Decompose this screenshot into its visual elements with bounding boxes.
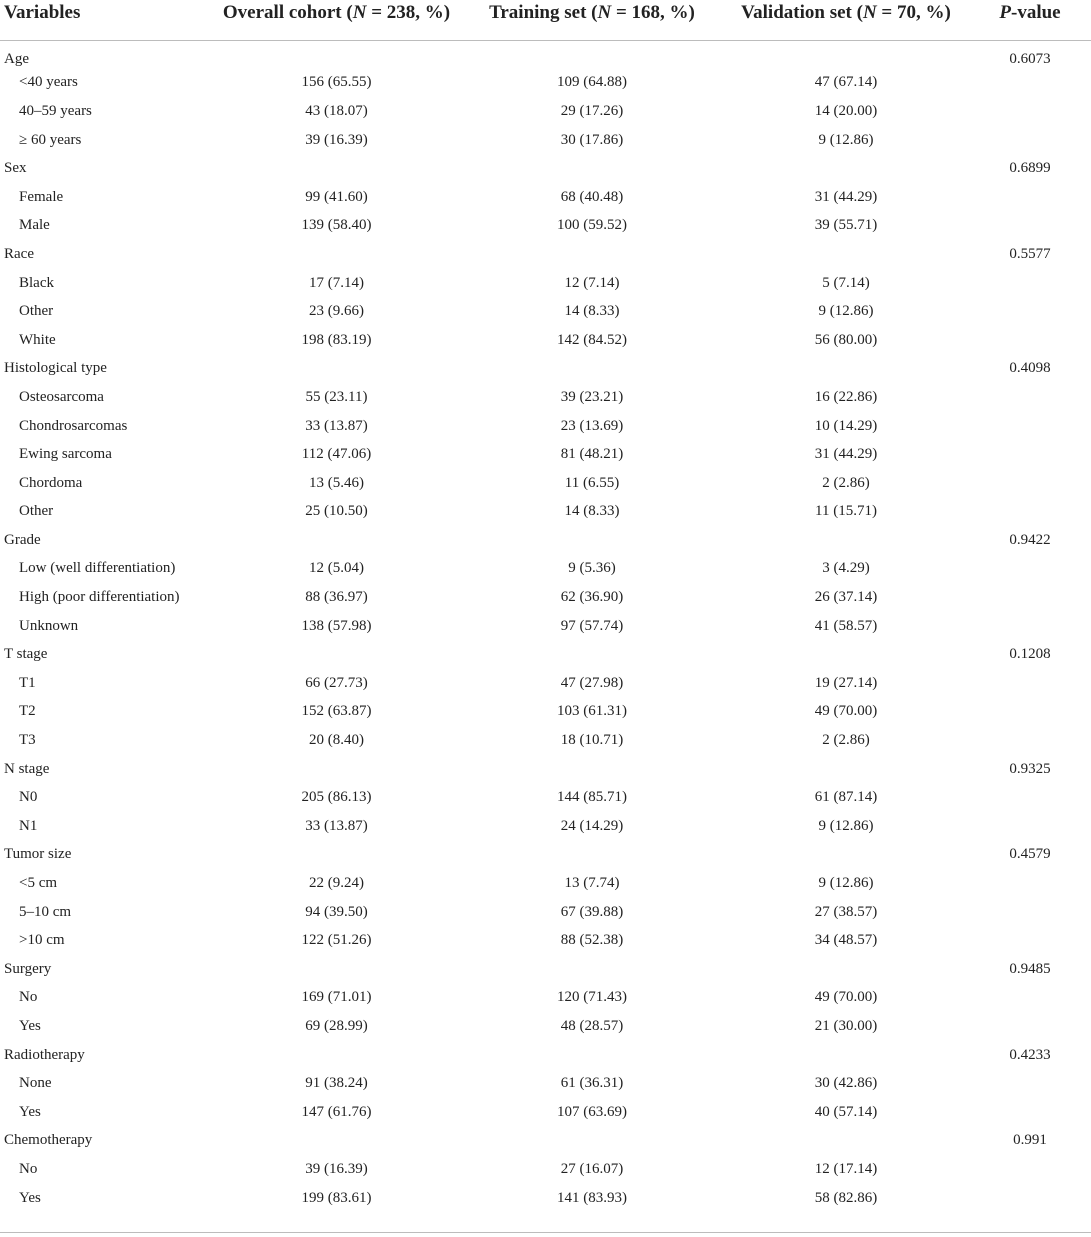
cell-validation: 9 (12.86) [818, 875, 874, 892]
table-row-variable [0, 1041, 1091, 1070]
cell-training: 47 (27.98) [560, 674, 624, 691]
cell-validation: 61 (87.14) [814, 789, 878, 806]
cell-p-value: 0.9485 [1009, 960, 1051, 977]
table-row-subcategory [0, 1155, 1091, 1184]
cell-p-value: 0.9422 [1009, 531, 1051, 548]
cell-p-value [969, 1155, 1091, 1184]
cell-p-value: 0.4579 [1009, 846, 1051, 863]
cell-p-value: 0.991 [1013, 1132, 1047, 1149]
row-label: T stage [4, 646, 48, 663]
header-training-post: = 168, %) [611, 2, 695, 23]
header-p-rest: -value [1011, 2, 1061, 23]
row-label: Low (well differentiation) [19, 560, 176, 577]
cell-overall: 122 (51.26) [301, 932, 372, 949]
cell-validation [723, 355, 969, 384]
header-training-pre: Training set ( [489, 2, 598, 23]
cell-validation [723, 841, 969, 870]
row-label: T3 [19, 732, 36, 749]
row-label: Radiotherapy [4, 1046, 85, 1063]
cell-training [461, 755, 723, 784]
table-row-subcategory [0, 869, 1091, 898]
row-label: Yes [19, 1017, 41, 1034]
cell-training: 23 (13.69) [560, 417, 624, 434]
cell-p-value [969, 726, 1091, 755]
cell-overall: 152 (63.87) [301, 703, 372, 720]
table-row-subcategory [0, 383, 1091, 412]
cell-overall [212, 755, 461, 784]
cell-overall [212, 355, 461, 384]
cell-p-value [969, 1184, 1091, 1213]
cell-training: 144 (85.71) [557, 789, 627, 806]
table-row-subcategory [0, 726, 1091, 755]
cell-training [461, 154, 723, 183]
cell-validation: 27 (38.57) [814, 903, 878, 920]
cell-p-value [969, 383, 1091, 412]
table-row-subcategory [0, 1098, 1091, 1127]
table-row-subcategory [0, 812, 1091, 841]
cell-overall: 91 (38.24) [305, 1075, 368, 1092]
row-label: >10 cm [19, 932, 65, 949]
row-label: Chemotherapy [4, 1132, 93, 1149]
cell-training: 61 (36.31) [560, 1075, 624, 1092]
cell-training: 68 (40.48) [560, 188, 624, 205]
row-label: 5–10 cm [19, 903, 72, 920]
table-row-subcategory [0, 669, 1091, 698]
cell-validation: 9 (12.86) [818, 303, 874, 320]
cell-training: 12 (7.14) [564, 274, 620, 291]
cell-p-value [969, 297, 1091, 326]
cell-validation: 26 (37.14) [814, 589, 878, 606]
row-label: <5 cm [19, 875, 58, 892]
table-row-subcategory [0, 183, 1091, 212]
cell-validation: 47 (67.14) [814, 74, 878, 91]
row-label: Tumor size [4, 846, 72, 863]
cell-overall [212, 955, 461, 984]
row-label: <40 years [19, 74, 78, 91]
table-row-subcategory [0, 69, 1091, 98]
cell-p-value: 0.9325 [1009, 760, 1051, 777]
cell-overall: 23 (9.66) [309, 303, 364, 320]
row-label: ≥ 60 years [19, 131, 82, 148]
cell-overall: 39 (16.39) [305, 1160, 368, 1177]
cell-training: 141 (83.93) [557, 1189, 627, 1206]
header-training-n: N [597, 2, 612, 23]
cell-validation [723, 154, 969, 183]
cell-training: 120 (71.43) [557, 989, 627, 1006]
row-label: Other [19, 303, 54, 320]
row-label: Ewing sarcoma [19, 446, 112, 463]
row-label: T1 [19, 674, 36, 691]
cell-validation [723, 526, 969, 555]
cell-p-value [969, 469, 1091, 498]
cell-validation: 39 (55.71) [814, 217, 878, 234]
cell-p-value [969, 612, 1091, 641]
header-variables [0, 0, 212, 40]
cell-p-value [969, 326, 1091, 355]
table-bottom-rule [0, 1232, 1091, 1233]
cell-overall: 39 (16.39) [305, 131, 368, 148]
cell-overall: 205 (86.13) [301, 789, 372, 806]
cell-overall [212, 40, 461, 69]
cell-validation: 3 (4.29) [822, 560, 870, 577]
cell-overall: 138 (57.98) [301, 617, 372, 634]
table-row-subcategory [0, 97, 1091, 126]
cell-overall: 99 (41.60) [305, 188, 368, 205]
table-row-subcategory [0, 212, 1091, 241]
cell-p-value [969, 212, 1091, 241]
cell-validation [723, 1041, 969, 1070]
cell-overall [212, 240, 461, 269]
table-row-variable [0, 240, 1091, 269]
cell-training: 11 (6.55) [564, 474, 620, 491]
cell-validation: 2 (2.86) [822, 474, 870, 491]
cell-overall: 147 (61.76) [301, 1103, 372, 1120]
cell-training [461, 1127, 723, 1156]
cell-validation: 41 (58.57) [814, 617, 878, 634]
cell-p-value [969, 1012, 1091, 1041]
cell-p-value [969, 126, 1091, 155]
row-label: Chondrosarcomas [19, 417, 128, 434]
cell-overall: 88 (36.97) [305, 589, 368, 606]
cell-overall: 33 (13.87) [305, 817, 368, 834]
cell-validation: 5 (7.14) [822, 274, 870, 291]
cell-overall: 199 (83.61) [301, 1189, 372, 1206]
table-row-subcategory [0, 126, 1091, 155]
row-label: N0 [19, 789, 38, 806]
cell-training: 100 (59.52) [557, 217, 627, 234]
cell-training: 14 (8.33) [564, 503, 620, 520]
table-row-subcategory [0, 898, 1091, 927]
table-row-subcategory [0, 1184, 1091, 1213]
cell-p-value [969, 498, 1091, 527]
cell-training: 27 (16.07) [560, 1160, 624, 1177]
cell-training: 67 (39.88) [560, 903, 624, 920]
cell-training: 48 (28.57) [560, 1017, 624, 1034]
cell-training: 109 (64.88) [557, 74, 627, 91]
row-label: Yes [19, 1103, 41, 1120]
header-overall-cohort [212, 0, 461, 40]
cell-training: 97 (57.74) [560, 617, 624, 634]
row-label: Osteosarcoma [19, 388, 104, 405]
cell-overall [212, 1127, 461, 1156]
cell-training [461, 40, 723, 69]
cell-training [461, 526, 723, 555]
header-overall-n: N [352, 2, 367, 23]
cell-p-value [969, 69, 1091, 98]
cell-training: 81 (48.21) [560, 446, 624, 463]
cell-p-value [969, 669, 1091, 698]
cell-training [461, 1041, 723, 1070]
cell-validation: 49 (70.00) [814, 989, 878, 1006]
table-row-variable [0, 640, 1091, 669]
cell-overall [212, 154, 461, 183]
table-row-subcategory [0, 984, 1091, 1013]
cell-p-value [969, 812, 1091, 841]
cell-validation: 10 (14.29) [814, 417, 878, 434]
row-label: None [19, 1075, 52, 1092]
table-row-subcategory [0, 783, 1091, 812]
cell-p-value [969, 1069, 1091, 1098]
cell-validation: 14 (20.00) [814, 102, 878, 119]
cell-validation [723, 40, 969, 69]
cell-validation: 31 (44.29) [814, 188, 878, 205]
cell-training: 88 (52.38) [560, 932, 624, 949]
cell-validation [723, 755, 969, 784]
header-variables-text: Variables [4, 2, 81, 23]
cell-training: 24 (14.29) [560, 817, 624, 834]
table-row-subcategory [0, 1012, 1091, 1041]
cell-p-value: 0.4233 [1009, 1046, 1051, 1063]
table-header-row [0, 0, 1091, 40]
cell-overall: 13 (5.46) [309, 474, 364, 491]
table-row-variable [0, 1127, 1091, 1156]
row-label: Unknown [19, 617, 79, 634]
cell-p-value [969, 555, 1091, 584]
cell-training [461, 955, 723, 984]
cell-p-value: 0.4098 [1009, 360, 1051, 377]
cell-validation: 12 (17.14) [814, 1160, 878, 1177]
cell-p-value [969, 926, 1091, 955]
cell-p-value: 0.6899 [1009, 160, 1051, 177]
cell-overall: 43 (18.07) [305, 102, 368, 119]
row-label: Chordoma [19, 474, 83, 491]
row-label: N1 [19, 817, 38, 834]
cell-validation: 49 (70.00) [814, 703, 878, 720]
table-row-subcategory [0, 326, 1091, 355]
row-label: Yes [19, 1189, 41, 1206]
header-overall-pre: Overall cohort ( [222, 2, 353, 23]
cell-training [461, 240, 723, 269]
row-label: Grade [4, 531, 41, 548]
cell-overall: 66 (27.73) [305, 674, 368, 691]
table-row-subcategory [0, 1069, 1091, 1098]
row-label: Surgery [4, 960, 52, 977]
cell-p-value: 0.5577 [1009, 245, 1051, 262]
cell-overall: 169 (71.01) [301, 989, 372, 1006]
cell-overall [212, 1041, 461, 1070]
table-row-subcategory [0, 698, 1091, 727]
table-row-subcategory [0, 440, 1091, 469]
header-p-value [969, 0, 1091, 40]
cell-p-value [969, 269, 1091, 298]
header-validation-post: = 70, %) [876, 2, 951, 23]
cell-validation: 9 (12.86) [818, 817, 874, 834]
row-label: White [19, 331, 56, 348]
cell-training: 107 (63.69) [557, 1103, 627, 1120]
cell-overall: 12 (5.04) [309, 560, 364, 577]
table-row-subcategory [0, 412, 1091, 441]
cell-p-value: 0.6073 [1009, 51, 1051, 68]
cell-validation: 58 (82.86) [814, 1189, 878, 1206]
cell-validation: 30 (42.86) [814, 1075, 878, 1092]
cell-p-value [969, 984, 1091, 1013]
table-row-subcategory [0, 498, 1091, 527]
cell-validation: 16 (22.86) [814, 388, 878, 405]
cell-validation [723, 240, 969, 269]
cell-training [461, 355, 723, 384]
cell-overall: 25 (10.50) [305, 503, 368, 520]
cell-validation: 21 (30.00) [814, 1017, 878, 1034]
cell-p-value: 0.1208 [1009, 646, 1051, 663]
row-label: High (poor differentiation) [19, 589, 180, 606]
cell-overall [212, 640, 461, 669]
table-row-variable [0, 755, 1091, 784]
cell-training: 18 (10.71) [560, 732, 624, 749]
cell-training: 39 (23.21) [560, 388, 624, 405]
cell-overall [212, 526, 461, 555]
cell-p-value [969, 583, 1091, 612]
row-label: No [19, 1160, 38, 1177]
cell-training [461, 841, 723, 870]
table-row-subcategory [0, 612, 1091, 641]
cell-overall [212, 841, 461, 870]
row-label: N stage [4, 760, 50, 777]
cell-p-value [969, 97, 1091, 126]
cell-validation: 11 (15.71) [815, 503, 877, 520]
cell-overall: 20 (8.40) [309, 732, 364, 749]
header-validation-set [723, 0, 969, 40]
row-label: 40–59 years [19, 102, 92, 119]
table-row-subcategory [0, 269, 1091, 298]
table-row-subcategory [0, 926, 1091, 955]
header-validation-pre: Validation set ( [741, 2, 863, 23]
cell-training: 103 (61.31) [557, 703, 627, 720]
row-label: Histological type [4, 360, 107, 377]
cell-validation: 2 (2.86) [822, 732, 870, 749]
cell-p-value [969, 412, 1091, 441]
cell-p-value [969, 898, 1091, 927]
cell-validation: 56 (80.00) [814, 331, 878, 348]
cell-p-value [969, 183, 1091, 212]
table-row-variable [0, 955, 1091, 984]
cell-training: 62 (36.90) [560, 589, 624, 606]
cell-overall: 94 (39.50) [305, 903, 368, 920]
row-label: Sex [4, 160, 27, 177]
cell-overall: 69 (28.99) [305, 1017, 368, 1034]
cell-overall: 17 (7.14) [309, 274, 364, 291]
cell-p-value [969, 440, 1091, 469]
cell-validation: 31 (44.29) [814, 446, 878, 463]
row-label: T2 [19, 703, 36, 720]
cell-training: 13 (7.74) [564, 875, 620, 892]
cell-training: 29 (17.26) [560, 102, 624, 119]
cell-overall: 55 (23.11) [305, 388, 368, 405]
cell-training [461, 640, 723, 669]
row-label: Age [4, 51, 29, 68]
row-label: Black [19, 274, 54, 291]
cell-validation: 9 (12.86) [818, 131, 874, 148]
header-training-set [461, 0, 723, 40]
cell-overall: 112 (47.06) [301, 446, 372, 463]
table-row-subcategory [0, 555, 1091, 584]
cell-overall: 33 (13.87) [305, 417, 368, 434]
header-overall-post: = 238, %) [366, 2, 451, 23]
cell-validation [723, 640, 969, 669]
row-label: No [19, 989, 38, 1006]
cell-training: 9 (5.36) [568, 560, 616, 577]
cell-training: 14 (8.33) [564, 303, 620, 320]
row-label: Male [19, 217, 50, 234]
table-row-subcategory [0, 469, 1091, 498]
table-row-subcategory [0, 297, 1091, 326]
table-row-variable [0, 40, 1091, 69]
cell-overall: 22 (9.24) [309, 875, 364, 892]
cell-validation [723, 955, 969, 984]
table-body [0, 40, 1091, 1212]
cell-p-value [969, 1098, 1091, 1127]
header-p-italic: P [999, 2, 1011, 23]
cell-validation: 19 (27.14) [814, 674, 878, 691]
table-row-variable [0, 355, 1091, 384]
cell-p-value [969, 783, 1091, 812]
row-label: Other [19, 503, 54, 520]
cell-overall: 198 (83.19) [301, 331, 372, 348]
cell-overall: 156 (65.55) [301, 74, 372, 91]
row-label: Female [19, 188, 64, 205]
header-validation-n: N [862, 2, 877, 23]
cell-overall: 139 (58.40) [301, 217, 372, 234]
cell-training: 142 (84.52) [557, 331, 627, 348]
cell-training: 30 (17.86) [560, 131, 624, 148]
cell-validation: 34 (48.57) [814, 932, 878, 949]
table-row-variable [0, 841, 1091, 870]
row-label: Race [4, 245, 34, 262]
cell-p-value [969, 869, 1091, 898]
table-row-subcategory [0, 583, 1091, 612]
table-row-variable [0, 154, 1091, 183]
cell-validation: 40 (57.14) [814, 1103, 878, 1120]
table-row-variable [0, 526, 1091, 555]
cell-validation [723, 1127, 969, 1156]
cell-p-value [969, 698, 1091, 727]
